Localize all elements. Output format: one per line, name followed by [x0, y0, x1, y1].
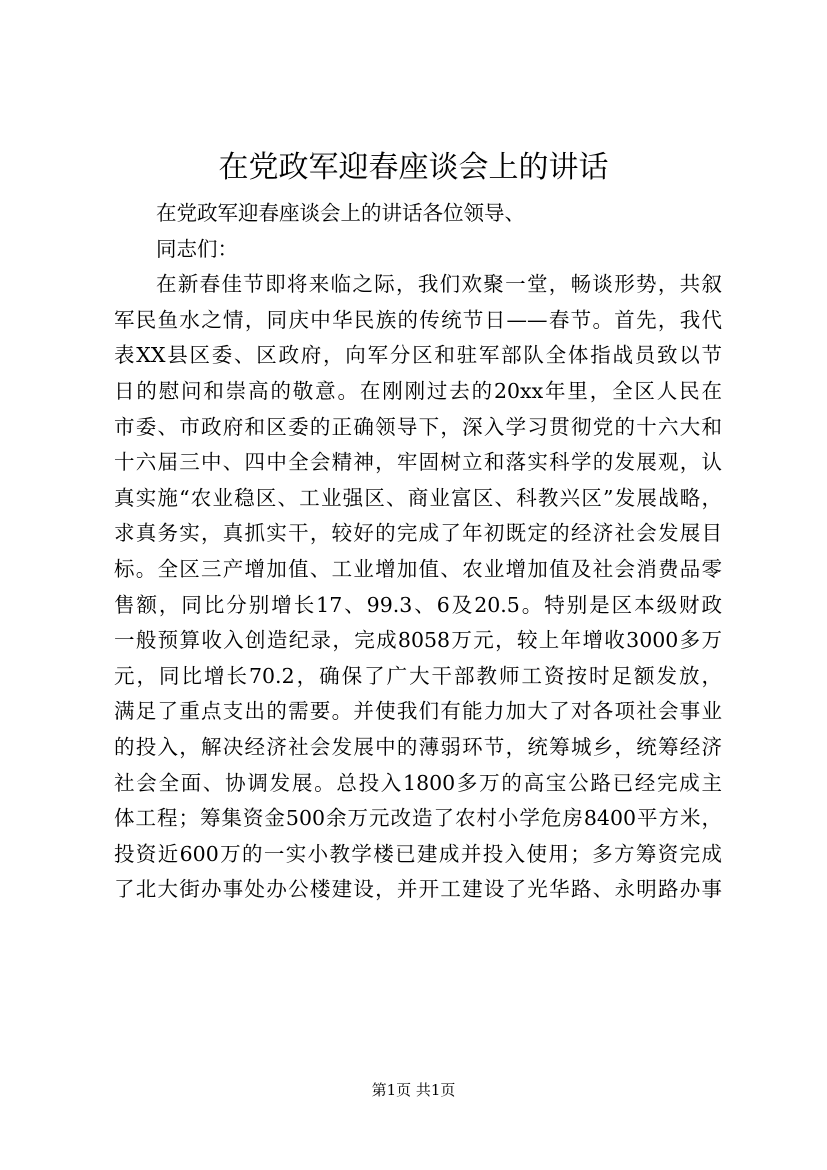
document-body — [114, 196, 722, 908]
body-line: 标。全区三产增加值、工业增加值、农业增加值及社会消费品零 — [114, 556, 722, 581]
body-line: 投资近600万的一实小教学楼已建成并投入使用；多方筹资完成 — [114, 841, 722, 866]
body-line: 同志们： — [156, 236, 238, 261]
body-line: 元，同比增长70.2，确保了广大干部教师工资按时足额发放， — [114, 663, 722, 688]
body-line: 售额，同比分别增长17、99.3、6及20.5。特别是区本级财政 — [114, 592, 722, 617]
body-line: 社会全面、协调发展。总投入1800多万的高宝公路已经完成主 — [114, 770, 722, 795]
body-line: 在新春佳节即将来临之际，我们欢聚一堂，畅谈形势，共叙 — [156, 272, 722, 297]
body-line: 一般预算收入创造纪录，完成8058万元，较上年增收3000多万 — [114, 628, 722, 653]
body-line: 表XX县区委、区政府，向军分区和驻军部队全体指战员致以节 — [114, 343, 722, 368]
body-line: 军民鱼水之情，同庆中华民族的传统节日——春节。首先，我代 — [114, 307, 722, 332]
body-line: 市委、市政府和区委的正确领导下，深入学习贯彻党的十六大和 — [114, 414, 722, 439]
body-line: 真实施“农业稳区、工业强区、商业富区、科教兴区”发展战略， — [114, 485, 722, 510]
page-number-footer: 第1页 共1页 — [371, 1081, 456, 1099]
body-line: 满足了重点支出的需要。并使我们有能力加大了对各项社会事业 — [114, 699, 722, 724]
body-line: 求真务实，真抓实干，较好的完成了年初既定的经济社会发展目 — [114, 521, 722, 546]
body-line: 在党政军迎春座谈会上的讲话各位领导、 — [156, 201, 525, 225]
body-line: 的投入，解决经济社会发展中的薄弱环节，统筹城乡，统筹经济 — [114, 734, 722, 759]
document-title: 在党政军迎春座谈会上的讲话 — [218, 150, 609, 185]
body-line: 十六届三中、四中全会精神，牢固树立和落实科学的发展观，认 — [114, 450, 722, 475]
body-line: 了北大街办事处办公楼建设，并开工建设了光华路、永明路办事 — [114, 877, 722, 902]
body-line: 体工程；筹集资金500余万元改造了农村小学危房8400平方米， — [114, 806, 722, 831]
body-line: 日的慰问和崇高的敬意。在刚刚过去的20xx年里，全区人民在 — [114, 378, 722, 403]
